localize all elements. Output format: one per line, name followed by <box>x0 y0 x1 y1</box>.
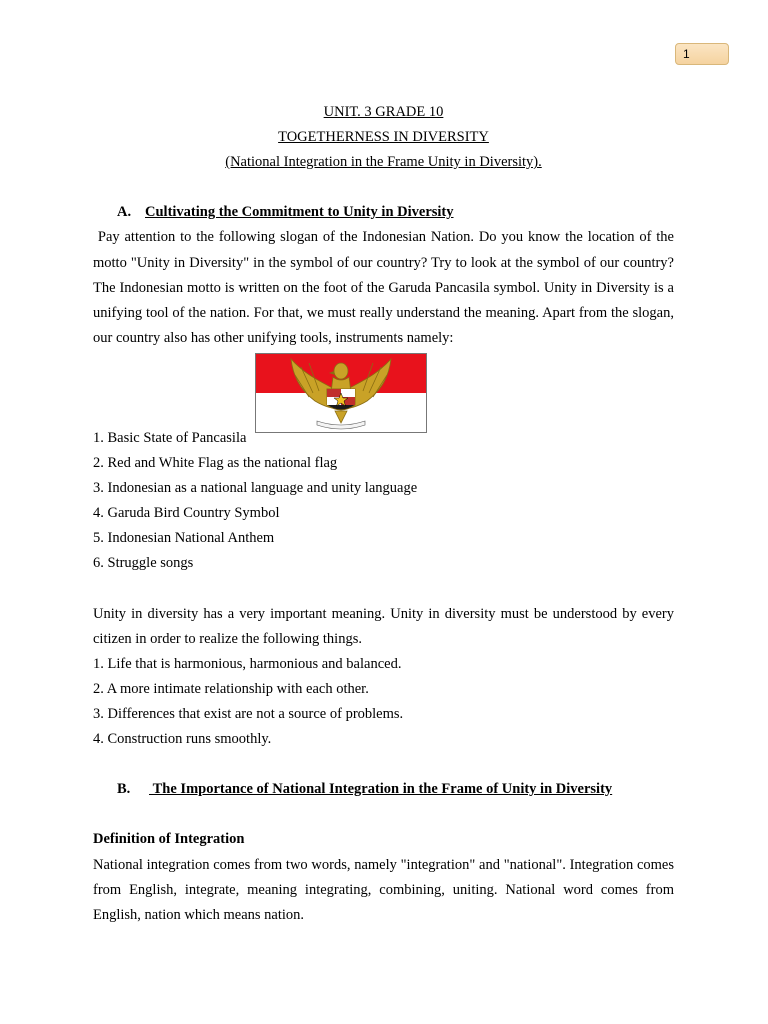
tool-item: 1. Basic State of Pancasila <box>93 429 247 446</box>
section-b-letter: B. <box>117 781 131 798</box>
garuda-pancasila-emblem <box>255 353 427 433</box>
meaning-item: 1. Life that is harmonious, harmonious and balanced. <box>93 655 402 672</box>
meaning-item: 2. A more intimate relationship with each other. <box>93 680 369 697</box>
section-a-paragraph: Pay attention to the following slogan of the Indonesian Nation. Do you know the location of the motto "Unity in Diversity" in the symbol of our country? Try to look at the symbol of our country? The Indonesian motto is written on the foot of the Garuda Pancasila symbol. Unity in Diversity is a unifying tool of the nation. For that, we must really understand the meaning. Apart from the slogan, our country also has other unifying tools, instruments namely: <box>93 229 674 346</box>
section-a-letter: A. <box>117 204 132 221</box>
document-body <box>93 100 674 928</box>
meaning-item: 4. Construction runs smoothly. <box>93 731 272 748</box>
tool-item: 3. Indonesian as a national language and unity language <box>93 480 418 497</box>
section-a-title: Cultivating the Commitment to Unity in Diversity <box>145 204 454 221</box>
section-a-heading <box>93 200 674 225</box>
unity-meaning-paragraph: Unity in diversity has a very important meaning. Unity in diversity must be understood by every citizen in order to realize the following things. <box>93 605 674 647</box>
section-b-title: The Importance of National Integration in the Frame of Unity in Diversity <box>149 781 613 798</box>
unit-title: UNIT. 3 GRADE 10 <box>323 104 444 120</box>
meaning-item: 3. Differences that exist are not a source of problems. <box>93 705 404 722</box>
chapter-subtitle: (National Integration in the Frame Unity in Diversity). <box>225 154 542 171</box>
tool-item: 2. Red and White Flag as the national flag <box>93 455 338 472</box>
section-b-heading <box>93 777 674 802</box>
emblem-area <box>93 351 674 426</box>
tool-item: 6. Struggle songs <box>93 555 194 572</box>
tool-item: 5. Indonesian National Anthem <box>93 530 275 547</box>
tool-item: 4. Garuda Bird Country Symbol <box>93 505 280 522</box>
page-number-badge: 1 <box>675 43 729 65</box>
integration-definition-heading: Definition of Integration <box>93 831 245 848</box>
integration-definition-paragraph: National integration comes from two words, namely "integration" and "national". Integration comes from English, integrate, meaning integrating, combining, uniting. National word comes from English, nation which means nation. <box>93 856 674 923</box>
chapter-title: TOGETHERNESS IN DIVERSITY <box>278 129 489 146</box>
